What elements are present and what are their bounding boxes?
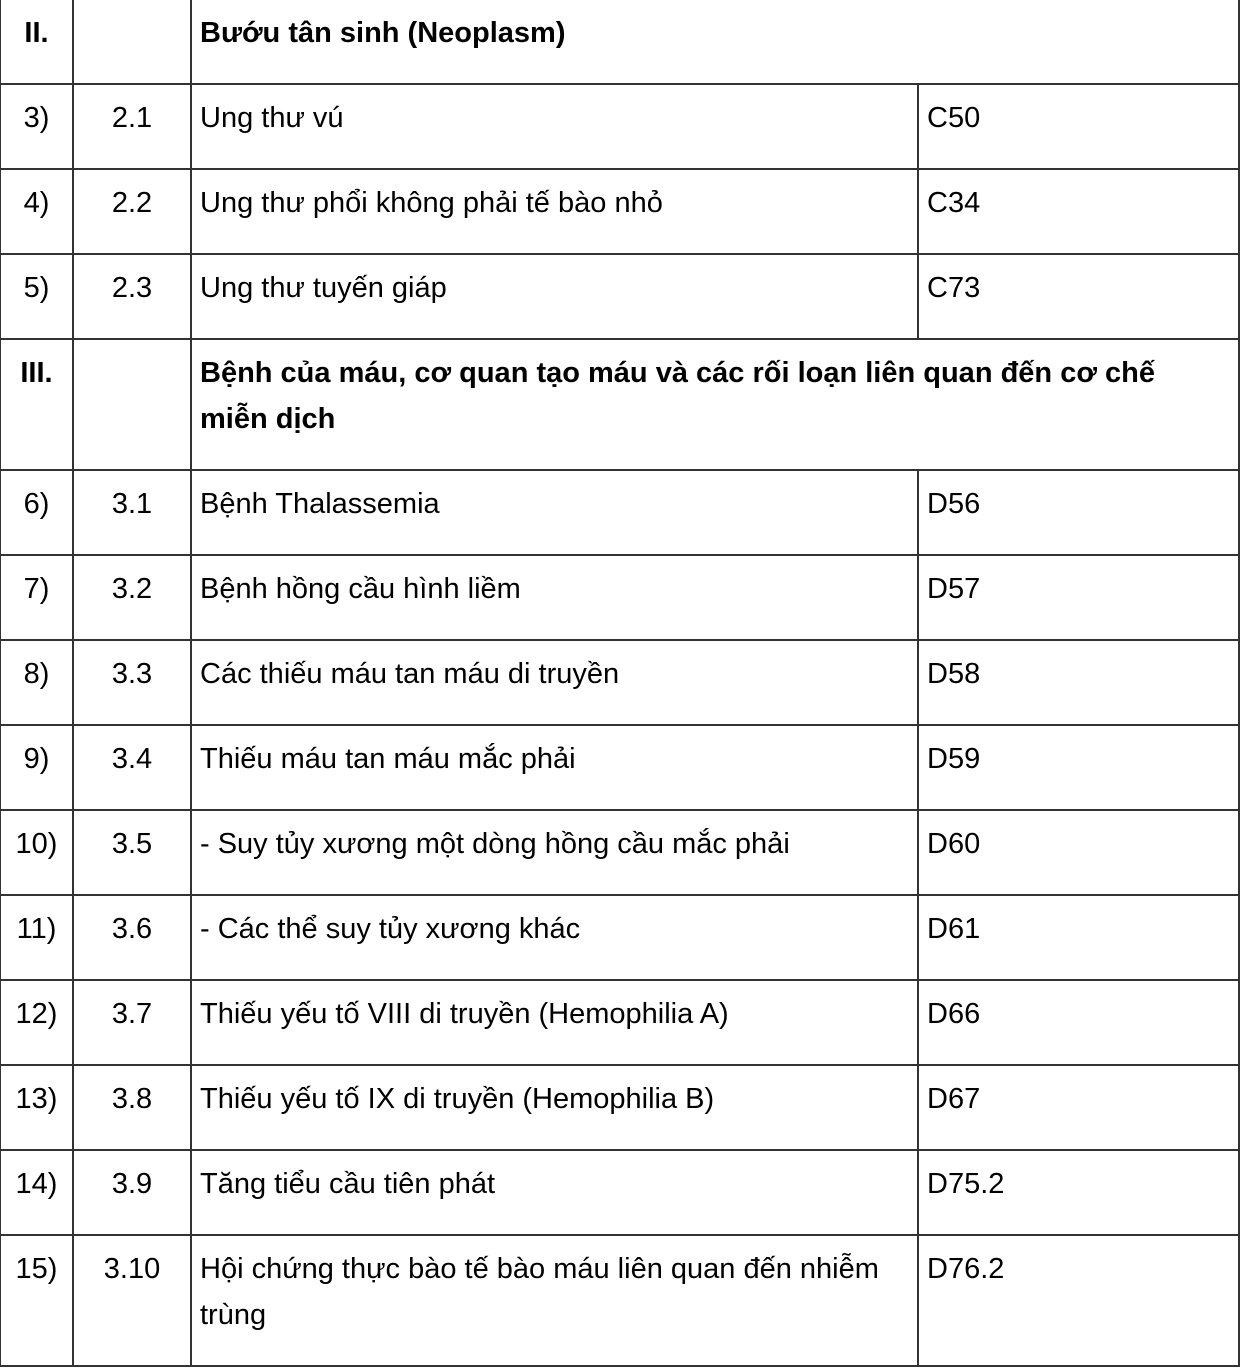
sub-number-cell: 3.4 xyxy=(73,725,191,810)
table-row xyxy=(0,1150,1239,1235)
row-number-cell: 11) xyxy=(0,895,73,980)
row-number-cell: 4) xyxy=(0,169,73,254)
disease-name-cell: Bệnh của máu, cơ quan tạo máu và các rối loạn liên quan đến cơ chế miễn dịch xyxy=(191,339,1239,470)
sub-number-cell: 2.3 xyxy=(73,254,191,339)
row-number-cell: 7) xyxy=(0,555,73,640)
row-number-cell: II. xyxy=(0,0,73,84)
row-number-cell: 6) xyxy=(0,470,73,555)
row-number-cell: 3) xyxy=(0,84,73,169)
disease-name-cell: Các thiếu máu tan máu di truyền xyxy=(191,640,918,725)
sub-number-cell: 3.7 xyxy=(73,980,191,1065)
sub-number-cell: 3.5 xyxy=(73,810,191,895)
disease-name-cell: - Các thể suy tủy xương khác xyxy=(191,895,918,980)
icd-code-cell: C34 xyxy=(918,169,1239,254)
icd-code-cell: D61 xyxy=(918,895,1239,980)
icd-code-cell: D56 xyxy=(918,470,1239,555)
disease-name-cell: - Suy tủy xương một dòng hồng cầu mắc phải xyxy=(191,810,918,895)
row-number-cell: III. xyxy=(0,339,73,470)
row-number-cell: 15) xyxy=(0,1235,73,1366)
icd-code-cell: D57 xyxy=(918,555,1239,640)
sub-number-cell: 3.10 xyxy=(73,1235,191,1366)
table-row xyxy=(0,1065,1239,1150)
disease-name-cell: Hội chứng thực bào tế bào máu liên quan đến nhiễm trùng xyxy=(191,1235,918,1366)
sub-number-cell: 3.9 xyxy=(73,1150,191,1235)
table-row xyxy=(0,810,1239,895)
icd-code-cell: D75.2 xyxy=(918,1150,1239,1235)
icd-code-cell: D67 xyxy=(918,1065,1239,1150)
icd-code-cell: D76.2 xyxy=(918,1235,1239,1366)
icd-code-cell: C73 xyxy=(918,254,1239,339)
disease-name-cell: Ung thư tuyến giáp xyxy=(191,254,918,339)
sub-number-cell: 3.6 xyxy=(73,895,191,980)
table-row xyxy=(0,555,1239,640)
sub-number-cell: 3.2 xyxy=(73,555,191,640)
table-row xyxy=(0,725,1239,810)
disease-name-cell: Thiếu yếu tố IX di truyền (Hemophilia B) xyxy=(191,1065,918,1150)
table-row xyxy=(0,895,1239,980)
table-row xyxy=(0,1235,1239,1366)
row-number-cell: 8) xyxy=(0,640,73,725)
disease-name-cell: Ung thư vú xyxy=(191,84,918,169)
table-row xyxy=(0,640,1239,725)
disease-name-cell: Bướu tân sinh (Neoplasm) xyxy=(191,0,1239,84)
disease-name-cell: Bệnh Thalassemia xyxy=(191,470,918,555)
table-row xyxy=(0,470,1239,555)
disease-name-cell: Tăng tiểu cầu tiên phát xyxy=(191,1150,918,1235)
row-number-cell: 5) xyxy=(0,254,73,339)
icd-code-cell: D59 xyxy=(918,725,1239,810)
row-number-cell: 13) xyxy=(0,1065,73,1150)
sub-number-cell: 3.3 xyxy=(73,640,191,725)
row-number-cell: 10) xyxy=(0,810,73,895)
icd-code-cell: D60 xyxy=(918,810,1239,895)
section-row xyxy=(0,339,1239,470)
sub-number-cell xyxy=(73,0,191,84)
disease-name-cell: Ung thư phổi không phải tế bào nhỏ xyxy=(191,169,918,254)
sub-number-cell: 3.1 xyxy=(73,470,191,555)
icd-code-cell: D58 xyxy=(918,640,1239,725)
sub-number-cell: 2.1 xyxy=(73,84,191,169)
sub-number-cell xyxy=(73,339,191,470)
row-number-cell: 9) xyxy=(0,725,73,810)
section-row xyxy=(0,0,1239,84)
row-number-cell: 12) xyxy=(0,980,73,1065)
table-row xyxy=(0,84,1239,169)
table-row xyxy=(0,254,1239,339)
disease-name-cell: Bệnh hồng cầu hình liềm xyxy=(191,555,918,640)
table-row xyxy=(0,169,1239,254)
row-number-cell: 14) xyxy=(0,1150,73,1235)
sub-number-cell: 2.2 xyxy=(73,169,191,254)
icd-code-cell: D66 xyxy=(918,980,1239,1065)
sub-number-cell: 3.8 xyxy=(73,1065,191,1150)
disease-name-cell: Thiếu máu tan máu mắc phải xyxy=(191,725,918,810)
icd-code-cell: C50 xyxy=(918,84,1239,169)
disease-name-cell: Thiếu yếu tố VIII di truyền (Hemophilia A) xyxy=(191,980,918,1065)
table-row xyxy=(0,980,1239,1065)
